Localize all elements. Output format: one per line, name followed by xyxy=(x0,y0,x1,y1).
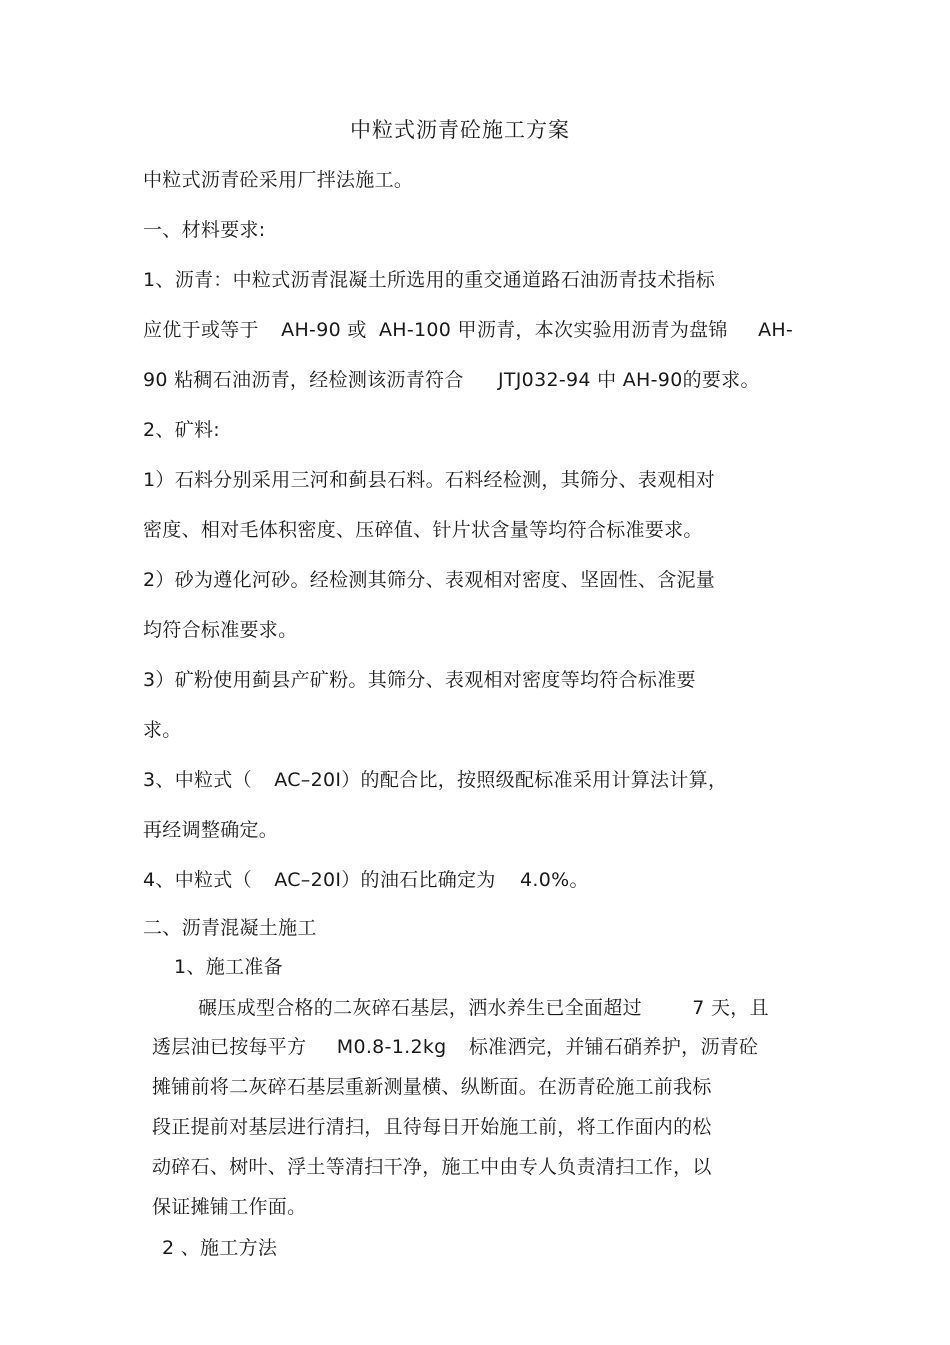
sub1-paragraph-line1 xyxy=(198,993,769,1020)
section1-heading: 一、材料要求: xyxy=(143,219,266,241)
item2-sub1-line2: 密度、相对毛体积密度、压碎值、针片状含量等均符合标准要求。 xyxy=(143,519,703,541)
item2-sub2-line2: 均符合标准要求。 xyxy=(143,619,298,641)
item3-line1 xyxy=(143,765,727,792)
text-segment: AH-100 甲沥青，本次实验用沥青为盘锦 xyxy=(378,319,728,341)
text-segment: 碾压成型合格的二灰碎石基层，洒水养生已全面超过 xyxy=(198,997,642,1019)
text-segment: JTJ032-94 中 AH-90的要求。 xyxy=(497,369,760,391)
text-segment: 90 粘稠石油沥青，经检测该沥青符合 xyxy=(143,369,464,391)
item2-sub2-line1: 2）砂为遵化河砂。经检测其筛分、表观相对密度、坚固性、含泥量 xyxy=(143,569,716,591)
item3-line2: 再经调整确定。 xyxy=(143,819,279,841)
text-segment: 标准洒完，并铺石硝养护，沥青砼 xyxy=(468,1036,759,1058)
sub1-paragraph-line6: 保证摊铺工作面。 xyxy=(152,1196,307,1218)
text-segment: AH- xyxy=(758,319,794,341)
text-segment: 应优于或等于 xyxy=(143,319,259,341)
sub1-paragraph-line3: 摊铺前将二灰碎石基层重新测量横、纵断面。在沥青砼施工前我标 xyxy=(152,1076,712,1098)
section2-sub2-heading: 2 、施工方法 xyxy=(162,1237,278,1259)
text-segment: 4、中粒式（ xyxy=(143,869,252,891)
sub1-paragraph-line2 xyxy=(152,1032,758,1059)
item2-sub3-line1: 3）矿粉使用蓟县产矿粉。其筛分、表观相对密度等均符合标准要 xyxy=(143,669,696,691)
section2-sub1-heading: 1、施工准备 xyxy=(174,956,283,978)
text-segment: 4.0%。 xyxy=(520,869,589,891)
text-segment: 透层油已按每平方 xyxy=(152,1036,307,1058)
sub1-paragraph-line4: 段正提前对基层进行清扫，且待每日开始施工前，将工作面内的松 xyxy=(152,1116,712,1138)
text-segment: AH-90 或 xyxy=(281,319,367,341)
item2-sub3-line2: 求。 xyxy=(143,719,182,741)
item1-line2 xyxy=(143,315,793,342)
text-segment: 7 天，且 xyxy=(692,997,769,1019)
text-segment: AC–20I）的油石比确定为 xyxy=(274,869,496,891)
item1-line1: 1、沥青：中粒式沥青混凝土所选用的重交通道路石油沥青技术指标 xyxy=(143,269,716,291)
item2-heading: 2、矿料: xyxy=(143,419,220,441)
item4-line xyxy=(143,865,589,892)
intro-paragraph: 中粒式沥青砼采用厂拌法施工。 xyxy=(143,169,414,191)
section2-heading: 二、沥青混凝土施工 xyxy=(143,917,317,939)
document-title: 中粒式沥青砼施工方案 xyxy=(350,118,570,142)
text-segment: 3、中粒式（ xyxy=(143,769,252,791)
item2-sub1-line1: 1）石料分别采用三河和蓟县石料。石料经检测，其筛分、表观相对 xyxy=(143,469,716,491)
item1-line3 xyxy=(143,365,760,392)
text-segment: AC–20I）的配合比，按照级配标准采用计算法计算， xyxy=(274,769,728,791)
sub1-paragraph-line5: 动碎石、树叶、浮土等清扫干净，施工中由专人负责清扫工作，以 xyxy=(152,1156,712,1178)
text-segment: M0.8-1.2kg xyxy=(336,1036,447,1058)
